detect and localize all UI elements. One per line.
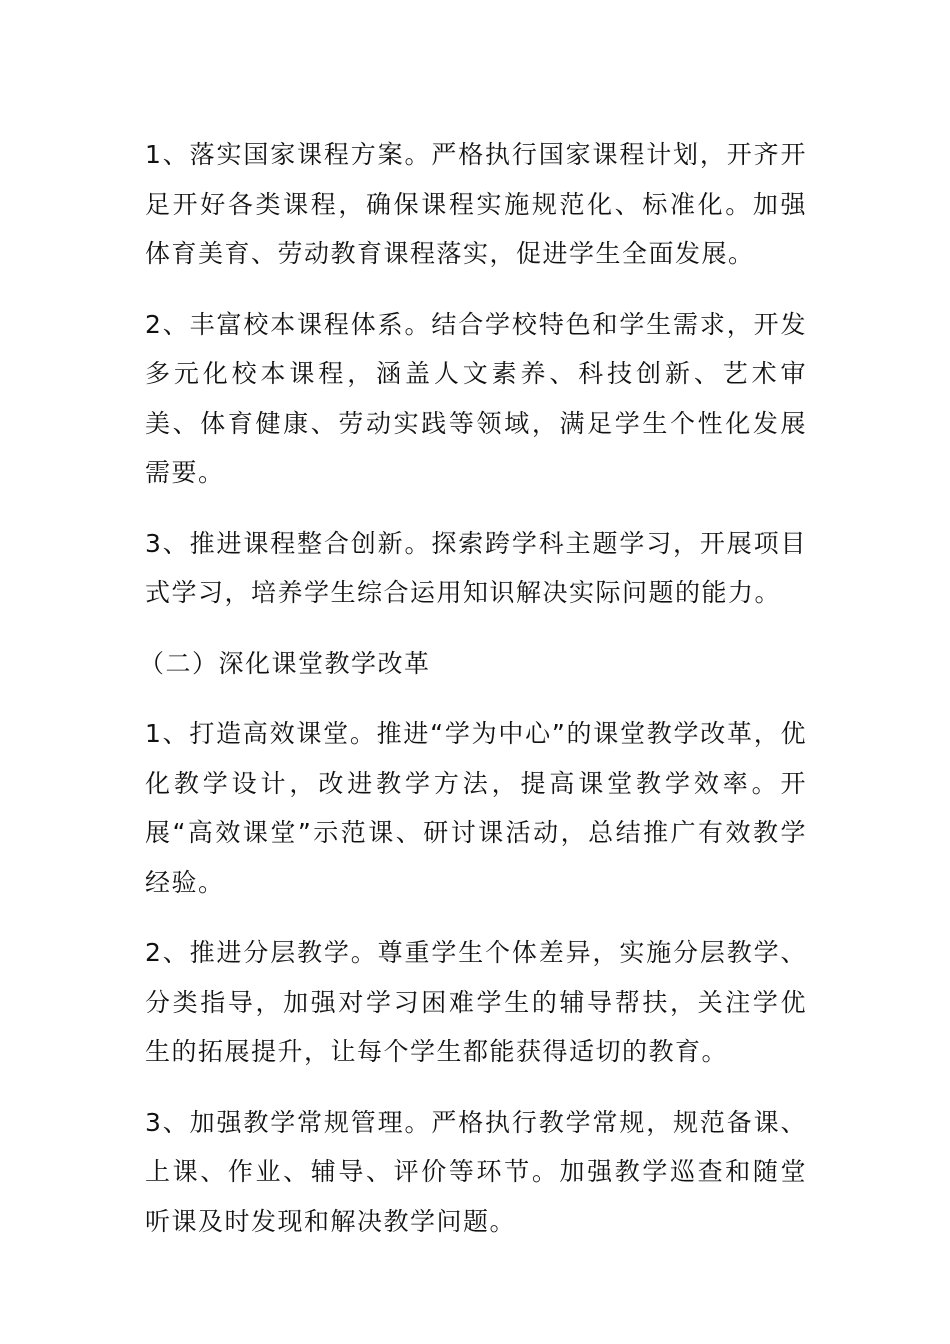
- section-heading-2: （二）深化课堂教学改革: [139, 648, 431, 678]
- paragraph-2-1: 1、打造高效课堂。推进“学为中心”的课堂教学改革，优化教学设计，改进教学方法，提高课堂教学效率。开展“高效课堂”示范课、研讨课活动，总结推广有效教学经验。: [145, 719, 807, 897]
- paragraph-2-3: 3、加强教学常规管理。严格执行教学常规，规范备课、上课、作业、辅导、评价等环节。加强教学巡查和随堂听课及时发现和解决教学问题。: [145, 1107, 807, 1236]
- paragraph-2-2: 2、推进分层教学。尊重学生个体差异，实施分层教学、分类指导，加强对学习困难学生的辅导帮扶，关注学优生的拓展提升，让每个学生都能获得适切的教育。: [145, 938, 807, 1066]
- paragraph-1-1: 1、落实国家课程方案。严格执行国家课程计划，开齐开足开好各类课程，确保课程实施规范化、标准化。加强体育美育、劳动教育课程落实，促进学生全面发展。: [145, 140, 807, 268]
- paragraph-1-3: 3、推进课程整合创新。探索跨学科主题学习，开展项目式学习，培养学生综合运用知识解决实际问题的能力。: [145, 528, 807, 607]
- document-body: [139, 130, 807, 1267]
- paragraph-1-2: 2、丰富校本课程体系。结合学校特色和学生需求，开发多元化校本课程，涵盖人文素养、科技创新、艺术审美、体育健康、劳动实践等领域，满足学生个性化发展需要。: [145, 309, 807, 487]
